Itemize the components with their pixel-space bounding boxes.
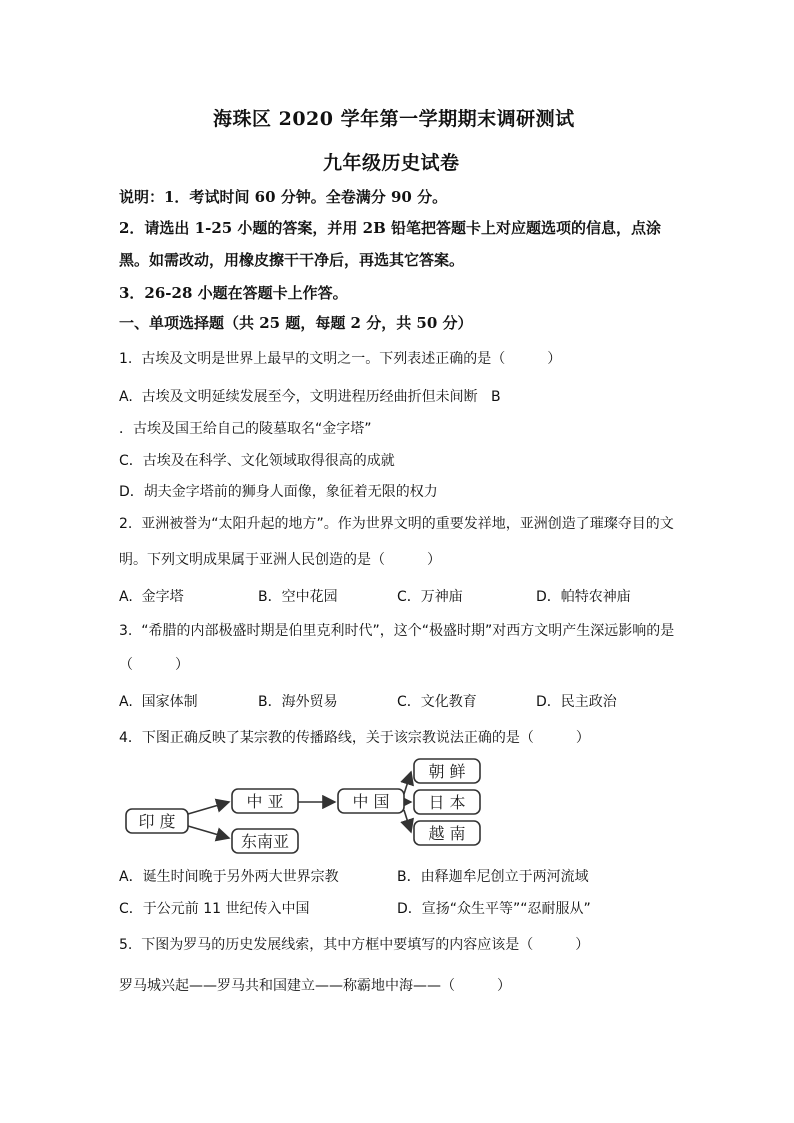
arrow-india-to-central-asia <box>188 802 229 814</box>
question-5-stem: 5. 下图为罗马的历史发展线索，其中方框中要填写的内容应该是（ ） <box>119 937 590 953</box>
node-central-asia <box>232 789 298 813</box>
exam-subtitle: 九年级历史试卷 <box>323 152 460 174</box>
question-3-option-a: A. 国家体制 <box>119 694 198 710</box>
question-2-stem-2: 明。下列文明成果属于亚洲人民创造的是（ ） <box>119 552 441 568</box>
instruction-line-2a: 2．请选出 1-25 小题的答案，并用 2B 铅笔把答题卡上对应题选项的信息，点涂 <box>119 219 661 237</box>
question-1-stem: 1. 古埃及文明是世界上最早的文明之一。下列表述正确的是（ ） <box>119 351 562 367</box>
question-1-option-a: A. 古埃及文明延续发展至今，文明进程历经曲折但未间断 B <box>119 389 501 405</box>
instruction-line-1: 说明：1．考试时间 60 分钟。全卷满分 90 分。 <box>119 188 448 206</box>
question-3-option-b: B．海外贸易 <box>258 694 338 710</box>
question-1-option-b: ．古埃及国王给自己的陵墓取名“金字塔” <box>119 421 372 437</box>
question-4-option-b: B．由释迦牟尼创立于两河流域 <box>397 869 589 885</box>
question-3-option-c: C．文化教育 <box>397 694 477 710</box>
question-3-stem-2: （ ） <box>119 657 189 673</box>
node-japan <box>414 790 480 814</box>
question-4-stem: 4．下图正确反映了某宗教的传播路线，关于该宗教说法正确的是（ ） <box>119 730 590 746</box>
question-4-option-a: A．诞生时间晚于另外两大世界宗教 <box>119 869 339 885</box>
question-1-option-d: D．胡夫金字塔前的狮身人面像，象征着无限的权力 <box>119 484 438 500</box>
node-india <box>126 809 188 833</box>
question-2-option-c: C．万神庙 <box>397 589 463 605</box>
question-4-option-d: D．宣扬“众生平等”“忍耐服从” <box>397 901 591 917</box>
node-southeast-asia-label: 东南亚 <box>240 832 290 851</box>
node-southeast-asia <box>232 829 298 853</box>
arrow-china-to-vietnam <box>404 810 411 832</box>
node-india-label: 印 度 <box>138 812 176 831</box>
question-3-option-d: D．民主政治 <box>536 694 617 710</box>
religion-spread-diagram <box>118 752 518 862</box>
exam-title: 海珠区 2020 学年第一学期期末调研测试 <box>213 108 575 130</box>
node-central-asia-label: 中 亚 <box>246 792 284 811</box>
question-2-option-a: A. 金字塔 <box>119 589 184 605</box>
node-korea <box>414 759 480 783</box>
section-heading: 一、单项选择题（共 25 题，每题 2 分，共 50 分） <box>119 314 473 332</box>
node-korea-label: 朝 鲜 <box>428 762 466 781</box>
question-2-option-b: B．空中花园 <box>258 589 338 605</box>
question-1-option-c: C．古埃及在科学、文化领域取得很高的成就 <box>119 453 395 469</box>
instruction-line-3: 3．26-28 小题在答题卡上作答。 <box>119 284 348 302</box>
arrow-india-to-southeast-asia <box>188 826 229 838</box>
question-2-option-d: D．帕特农神庙 <box>536 589 631 605</box>
node-china-label: 中 国 <box>352 792 390 811</box>
arrow-china-to-korea <box>404 772 411 794</box>
question-5-timeline: 罗马城兴起——罗马共和国建立——称霸地中海——（ ） <box>119 978 511 994</box>
node-china <box>338 789 404 813</box>
node-japan-label: 日 本 <box>428 793 466 812</box>
question-2-stem-1: 2. 亚洲被誉为“太阳升起的地方”。作为世界文明的重要发祥地，亚洲创造了璀璨夺目的文 <box>119 516 674 532</box>
node-vietnam-label: 越 南 <box>428 824 466 843</box>
instruction-line-2b: 黑。如需改动，用橡皮擦干干净后，再选其它答案。 <box>119 251 465 269</box>
node-vietnam <box>414 821 480 845</box>
question-4-option-c: C．于公元前 11 世纪传入中国 <box>119 901 310 917</box>
question-3-stem-1: 3. “希腊的内部极盛时期是伯里克利时代”，这个“极盛时期”对西方文明产生深远影响的是 <box>119 623 675 639</box>
